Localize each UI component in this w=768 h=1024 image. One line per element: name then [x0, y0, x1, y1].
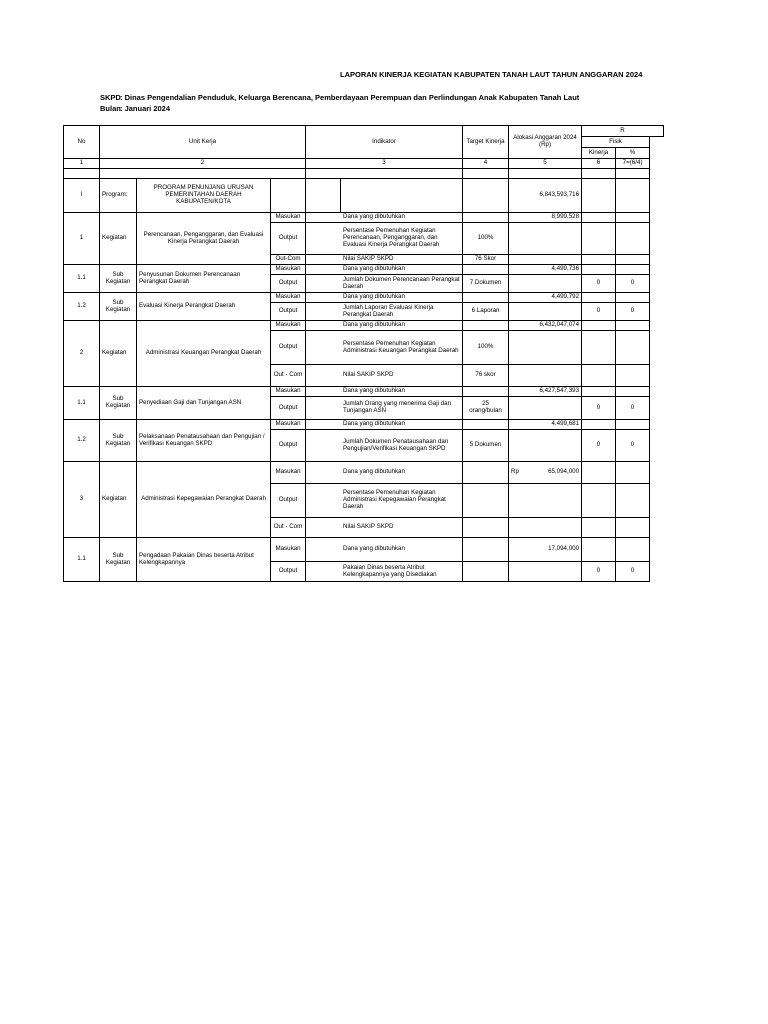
bulan-label: Bulan [100, 104, 121, 113]
row-no: 2 [64, 321, 100, 387]
anggaran-value: 4,499,681 [509, 420, 582, 430]
row-type: Kegiatan [100, 321, 137, 387]
table-row [64, 538, 664, 562]
bulan-value: : Januari 2024 [120, 104, 171, 113]
indicator-text: Jumlah Laporan Evaluasi Kinerja Perangkat Daerah [341, 303, 463, 321]
indicator-type: Masukan [271, 265, 306, 275]
col-num-2: 2 [100, 159, 306, 169]
indicator-text: Dana yang dibutuhkan [341, 321, 463, 331]
col-num-1: 1 [64, 159, 100, 169]
row-no: 3 [64, 462, 100, 538]
sub-kegiatan-name: Evaluasi Kinerja Perangkat Daerah [137, 293, 271, 321]
row-type: Kegiatan [100, 213, 137, 265]
indicator-text: Dana yang dibutuhkan [341, 213, 463, 223]
kegiatan-name: Administrasi Kepegawaian Perangkat Daerah [137, 462, 271, 538]
sub-kegiatan-name: Penyusunan Dokumen Perencanaan Perangkat Daerah [137, 265, 271, 293]
program-name: PROGRAM PENUNJANG URUSAN PEMERINTAHAN DAERAH KABUPATEN/KOTA [137, 179, 271, 213]
sub-kegiatan-name: Penyediaan Gaji dan Tunjangan ASN [137, 387, 271, 420]
target-value: 25 orang/bulan [463, 397, 509, 420]
row-no: I [64, 179, 100, 213]
col-num-6: 6 [582, 159, 616, 169]
indicator-type: Output [271, 303, 306, 321]
indicator-type: Output [271, 562, 306, 582]
indicator-text: Jumlah Dokumen Penatausahaan dan Pengujian/Verifikasi Keuangan SKPD [341, 430, 463, 462]
target-value: 7 Dokumen [463, 275, 509, 293]
row-type: Kegiatan [100, 462, 137, 538]
anggaran-value: 4,499,736 [509, 265, 582, 275]
indicator-type: Masukan [271, 321, 306, 331]
indicator-text: Dana yang dibutuhkan [341, 420, 463, 430]
indicator-text: Persentase Pemenuhan Kegiatan Administrasi Kepegawaian Perangkat Daerah [341, 484, 463, 518]
table-row [64, 321, 664, 331]
indicator-text: Persentase Pemenuhan Kegiatan Administrasi Keuangan Perangkat Daerah [341, 331, 463, 365]
skpd-line [100, 93, 579, 102]
indicator-type: Output [271, 484, 306, 518]
indicator-text: Jumlah Dokumen Perencanaan Perangkat Daerah [341, 275, 463, 293]
target-value: 5 Dokumen [463, 430, 509, 462]
col-num-5: 5 [509, 159, 582, 169]
header-num-row [64, 159, 664, 169]
indicator-type: Masukan [271, 420, 306, 430]
indicator-type: Masukan [271, 462, 306, 484]
col-indikator: Indikator [306, 126, 463, 159]
anggaran-value: 4,499,792 [509, 293, 582, 303]
col-fisik: Fisik [582, 137, 650, 148]
anggaran-value: 17,094,000 [509, 538, 582, 562]
table-row [64, 265, 664, 275]
persen-value: 0 [616, 562, 650, 582]
row-no: 1 [64, 213, 100, 265]
anggaran-value: 6,432,047,074 [509, 321, 582, 331]
indicator-text: Nilai SAKIP SKPD [341, 365, 463, 387]
indicator-text: Dana yang dibutuhkan [341, 462, 463, 484]
indicator-type: Output [271, 223, 306, 255]
kinerja-value: 0 [582, 430, 616, 462]
indicator-text: Persentase Pemenuhan Kegiatan Perencanaan, Penganggaran, dan Evaluasi Kinerja Perangkat Daerah [341, 223, 463, 255]
col-alokasi-anggaran: Alokasi Anggaran 2024 (Rp) [509, 126, 582, 159]
row-type: Sub Kegiatan [100, 293, 137, 321]
table-row [64, 462, 664, 484]
col-num-4: 4 [463, 159, 509, 169]
row-no: 1.1 [64, 538, 100, 582]
row-no: 1.1 [64, 387, 100, 420]
col-no: No [64, 126, 100, 159]
kinerja-value: 0 [582, 303, 616, 321]
col-num-7: 7=(6/4) [616, 159, 650, 169]
col-target-kinerja: Target Kinerja [463, 126, 509, 159]
target-value: 100% [463, 331, 509, 365]
indicator-type: Masukan [271, 293, 306, 303]
row-type: Sub Kegiatan [100, 265, 137, 293]
row-type: Sub Kegiatan [100, 420, 137, 462]
col-kinerja: Kinerja [582, 148, 616, 159]
table-row [64, 387, 664, 397]
kinerja-value: 0 [582, 275, 616, 293]
indicator-text: Dana yang dibutuhkan [341, 387, 463, 397]
indicator-type: Output [271, 331, 306, 365]
report-table [63, 125, 664, 582]
table-row [64, 179, 664, 213]
indicator-type: Out - Com [271, 518, 306, 538]
indicator-type: Masukan [271, 538, 306, 562]
row-type: Sub Kegiatan [100, 538, 137, 582]
table-row [64, 213, 664, 223]
anggaran-value: 8,999,528 [509, 213, 582, 223]
table-row [64, 293, 664, 303]
persen-value: 0 [616, 303, 650, 321]
indicator-type: Masukan [271, 387, 306, 397]
program-anggaran: 6,843,593,716 [509, 179, 582, 213]
col-num-3: 3 [306, 159, 463, 169]
spacer-row [64, 169, 664, 179]
bulan-line [100, 104, 170, 113]
anggaran-value [509, 462, 582, 484]
row-type: Program: [100, 179, 137, 213]
col-unit-kerja: Unit Kerja [100, 126, 306, 159]
target-value: 100% [463, 223, 509, 255]
kegiatan-name: Perencanaan, Penganggaran, dan Evaluasi Kinerja Perangkat Daerah [137, 213, 271, 265]
indicator-text: Dana yang dibutuhkan [341, 293, 463, 303]
target-value: 6 Laporan [463, 303, 509, 321]
row-type: Sub Kegiatan [100, 387, 137, 420]
indicator-type: Out - Com [271, 365, 306, 387]
row-no: 1.2 [64, 420, 100, 462]
indicator-text: Nilai SAKIP SKPD [341, 518, 463, 538]
col-realisasi: R [582, 126, 664, 137]
col-persen: % [616, 148, 650, 159]
indicator-text: Jumlah Orang yang menerima Gaji dan Tunjangan ASN [341, 397, 463, 420]
persen-value: 0 [616, 430, 650, 462]
kinerja-value: 0 [582, 562, 616, 582]
row-no: 1.1 [64, 265, 100, 293]
currency-prefix: Rp [511, 468, 519, 476]
persen-value: 0 [616, 275, 650, 293]
indicator-type: Output [271, 430, 306, 462]
persen-value: 0 [616, 397, 650, 420]
indicator-type: Out-Com [271, 255, 306, 265]
target-value: 76 skor [463, 365, 509, 387]
header-row-1 [64, 126, 664, 137]
kinerja-value: 0 [582, 397, 616, 420]
sub-kegiatan-name: Pelaksanaan Penatausahaan dan Pengujian / Verifikasi Keuangan SKPD [137, 420, 271, 462]
indicator-type: Masukan [271, 213, 306, 223]
sub-kegiatan-name: Pengadaan Pakaian Dinas beserta Atribut Kelengkapannya [137, 538, 271, 582]
table-row [64, 420, 664, 430]
indicator-text: Dana yang dibutuhkan [341, 265, 463, 275]
indicator-text: Dana yang dibutuhkan [341, 538, 463, 562]
indicator-text: Nilai SAKIP SKPD [341, 255, 463, 265]
kegiatan-name: Administrasi Keuangan Perangkat Daerah [137, 321, 271, 387]
skpd-value: : Dinas Pengendalian Penduduk, Keluarga Berencana, Pemberdayaan Perempuan dan Perlindungan Anak Kabupaten Tanah Laut [120, 93, 580, 102]
skpd-label: SKPD [100, 93, 121, 102]
indicator-type: Output [271, 397, 306, 420]
anggaran-amount: 65,094,000 [548, 468, 580, 476]
report-title: LAPORAN KINERJA KEGIATAN KABUPATEN TANAH LAUT TAHUN ANGGARAN 2024 [340, 70, 643, 79]
anggaran-value: 6,427,547,393 [509, 387, 582, 397]
target-value: 76 Skor [463, 255, 509, 265]
indicator-text: Pakaian Dinas beserta Atribut Kelengkapannya yang Disediakan [341, 562, 463, 582]
row-no: 1.2 [64, 293, 100, 321]
indicator-type: Output [271, 275, 306, 293]
